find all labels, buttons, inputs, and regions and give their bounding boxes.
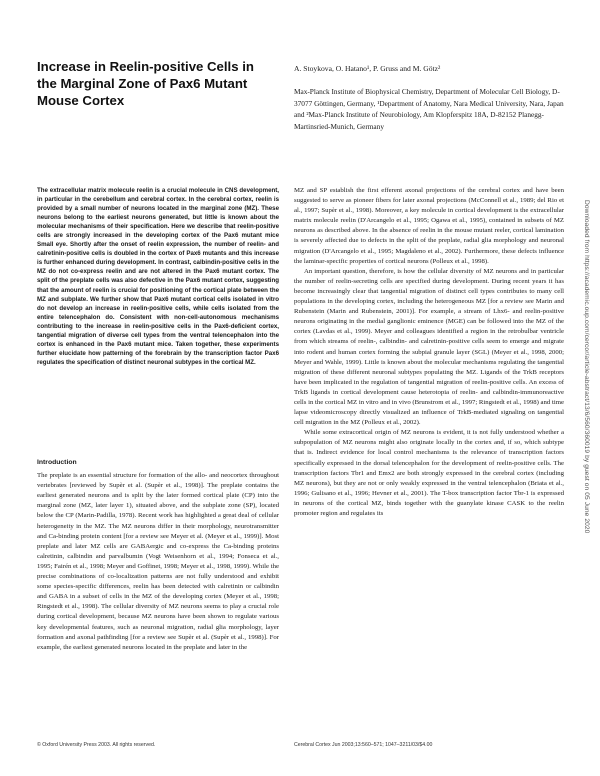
abstract: The extracellular matrix molecule reelin is a crucial molecule in CNS development, in particular in the cerebellum and cerebral cortex. In the cerebral cortex, reelin is provided by a small number of neurons located in the marginal zone (MZ). These neurons belong to the earliest neurons generated, but little is known about the molecular mechanisms of their specification. Here we describe that reelin-positive cells are strongly increased in the developing cortex of the Pax6 mutant mice Small eye. Shortly after the onset of reelin expression, the number of reelin- and calretinin-positive cells is doubled in the cortex of Pax6 mutants and this increase is further enhanced during development. In contrast, calbindin-positive cells in the MZ do not co-express reelin and are not altered in the Pax6 mutant cortex. The split of the preplate cells was also defective in the Pax6 mutant cortex, suggesting that the amount of reelin is crucial for positioning of the cortical plate between the MZ and subplate. We further show that Pax6 mutant cortical cells isolated in vitro do not develop an increase in reelin-positive cells, while cells isolated from the entire telencephalon do. Consistent with non-cell-autonomous mechanisms contributing to the increase in reelin-positive cells in the Pax6-deficient cortex, tangential migration of diverse cell types from the ventral telencephalon into the cortex is enhanced in the Pax6 mutant mice. Taken together, these experiments further elucidate how patterning of the forebrain by the transcription factor Pax6 regulates the specification of distinct neuronal subtypes in the cortical MZ. (37, 187, 279, 366)
body-paragraph-2: An important question, therefore, is how the cellular diversity of MZ neurons and in particular the number of reelin-secreting cells are specified during development. During recent years it has become increasingly clear that tangential migration of distinct cell types contributes to many cell populations in the developing cortex, including the heterogeneous MZ [for a review see Marin and Rubenstein (Marin and Rubenstein, 2001)]. For example, a stream of Lhx6- and reelin-positive neurons originating in the medial ganglionic eminence (MGE) can be followed into the MZ of the cortex (Lavdas et al., 1999). Meyer and colleagues identified a region in the retrobulbar ventricle from which streams of reelin-, calbindin- and calretinin-positive cells seem to emerge and migrate into rodent and human cortex forming the subpial granule layer (SGL) (Meyer et al., 1998, 2000; Meyer and Wahle, 1999). Little is known about the molecular mechanisms regulating the tangential migration of these different neuronal subtypes populating the MZ. Ligands of the TrkB receptors have been implicated in the regulation of tangential migration of reelin-positive cells. An excess of TrkB ligands in cortical development cause heterotopia of reelin- and calbindin-immunoreactive cells in the cortical MZ in vitro and in vivo (Brunstrom et al., 1997; Ringstedt et al., 1998) and time lapse videomicroscopy directly visualized an influence of TrkB-mediated signaling on tangential cell migration in the MZ (Polleux et al., 2002). (294, 267, 564, 427)
body-paragraph-3: While some extracortical origin of MZ neurons is evident, it is not fully understood whether a subpopulation of MZ neurons might also originate locally in the cortex and, if so, which subtype that is. Indirect evidence for local control mechanisms is the relevance of transcription factors specifically expressed in the dorsal telencephalon for the development of reelin-positive cells. The transcription factors Tbr1 and Emx2 are both strongly expressed in the cerebral cortex (including MZ neurons), but they are not or only weakly expressed in the ventral telencephalon (Briata et al., 1996; Gulisano et al., 1996; Hevner et al., 2001). The T-box transcription factor Tbr-1 is expressed in neurons of the cortical MZ, binds together with the guanylate kinase CASK to the reelin promoter region and regulates its (294, 429, 564, 517)
intro-heading: Introduction (37, 459, 77, 466)
citation-footer: Cerebral Cortex Jun 2003;13:560–571; 1047–3211/03/$4.00 (294, 742, 433, 748)
left-column (37, 458, 279, 653)
article-title: Increase in Reelin-positive Cells in the Marginal Zone of Pax6 Mutant Mouse Cortex (37, 59, 254, 108)
body-paragraph-1: MZ and SP establish the first efferent axonal projections of the cerebral cortex and have been suggested to serve as pioneer fibers for later axonal projections (McConnell et al., 1989; del Rio et al., 1997; Supèr et al., 1998). Moreover, a key molecule in cortical development is the extracellular matrix molecule reelin (D'Arcangelo et al., 1995; Ogawa et al., 1995), contained in subsets of MZ neurons as described above. In the absence of reelin in the mouse mutant reeler, cortical lamination is severely affected due to defects in the split of the preplate, radial glia morphology and neuronal migration (D'Arcangelo et al., 1995; Magdaleno et al., 2002). Furthermore, these defects influence the laminar-specific properties of cortical neurons (Polleux et al., 1998). (294, 187, 564, 265)
copyright-footer: © Oxford University Press 2003. All rights reserved. (37, 742, 156, 748)
author-list: A. Stoykova, O. Hatano¹, P. Gruss and M. Götz² (294, 64, 441, 73)
intro-paragraph: The preplate is an essential structure for formation of the allo- and neocortex throughout vertebrates [reviewed by Supèr et al. (Supèr et al., 1998)]. The preplate contains the earliest generated neurons and is split by the later formed cortical plate (CP) into the marginal zone (MZ, later layer 1), situated above, and the subplate zone (SP), located below the CP (Marin-Padilla, 1978). Recent work has highlighted a great deal of cellular heterogeneity in the MZ. The MZ neurons differ in their morphology, neurotransmitter and Ca-binding protein content [for a review see Meyer et al. (Meyer et al., 1999)]. Most preplate and later MZ cells are GABAergic and co-express the Ca-binding proteins calretinin, calbindin and parvalbumin (Vogt Weisenhorn et al., 1994; Fonseca et al., 1995; Fairén et al., 1998; Meyer and Goffinet, 1998; Meyer et al., 1998, 1999). While the precise combinations of co-localization patterns are not fully understood and exhibit some species-specific differences, reelin has been detected with calretinin or calbindin and GABA in a subset of cells in the MZ of the developing cortex (Meyer et al., 1998; Ringstedt et al., 1998). The cellular diversity of MZ neurons seems to play a crucial role during cortical development, because MZ neurons have been shown to regulate various key developmental features, such as neuronal migration, radial glia morphology, layer formation and axonal pathfinding [for a review see Supèr et al. (Supèr et al., 1998)]. For example, the earliest generated neurons located in the preplate and later in the (37, 472, 279, 651)
right-column (294, 186, 564, 519)
download-watermark: Downloaded from https://academic.oup.com/cercor/article-abstract/13/6/560/360019 by guest on 05 June 2020 (583, 200, 590, 534)
affiliations: Max-Planck Institute of Biophysical Chemistry, Department of Molecular Cell Biology, D-37077 Göttingen, Germany, ¹Department of Anatomy, Nara Medical University, Nara, Japan and ²Max-Planck Institute of Neurobiology, Am Klopferspitz 18A, D-82152 Planegg-Martinsried-Munich, Germany (294, 87, 564, 131)
